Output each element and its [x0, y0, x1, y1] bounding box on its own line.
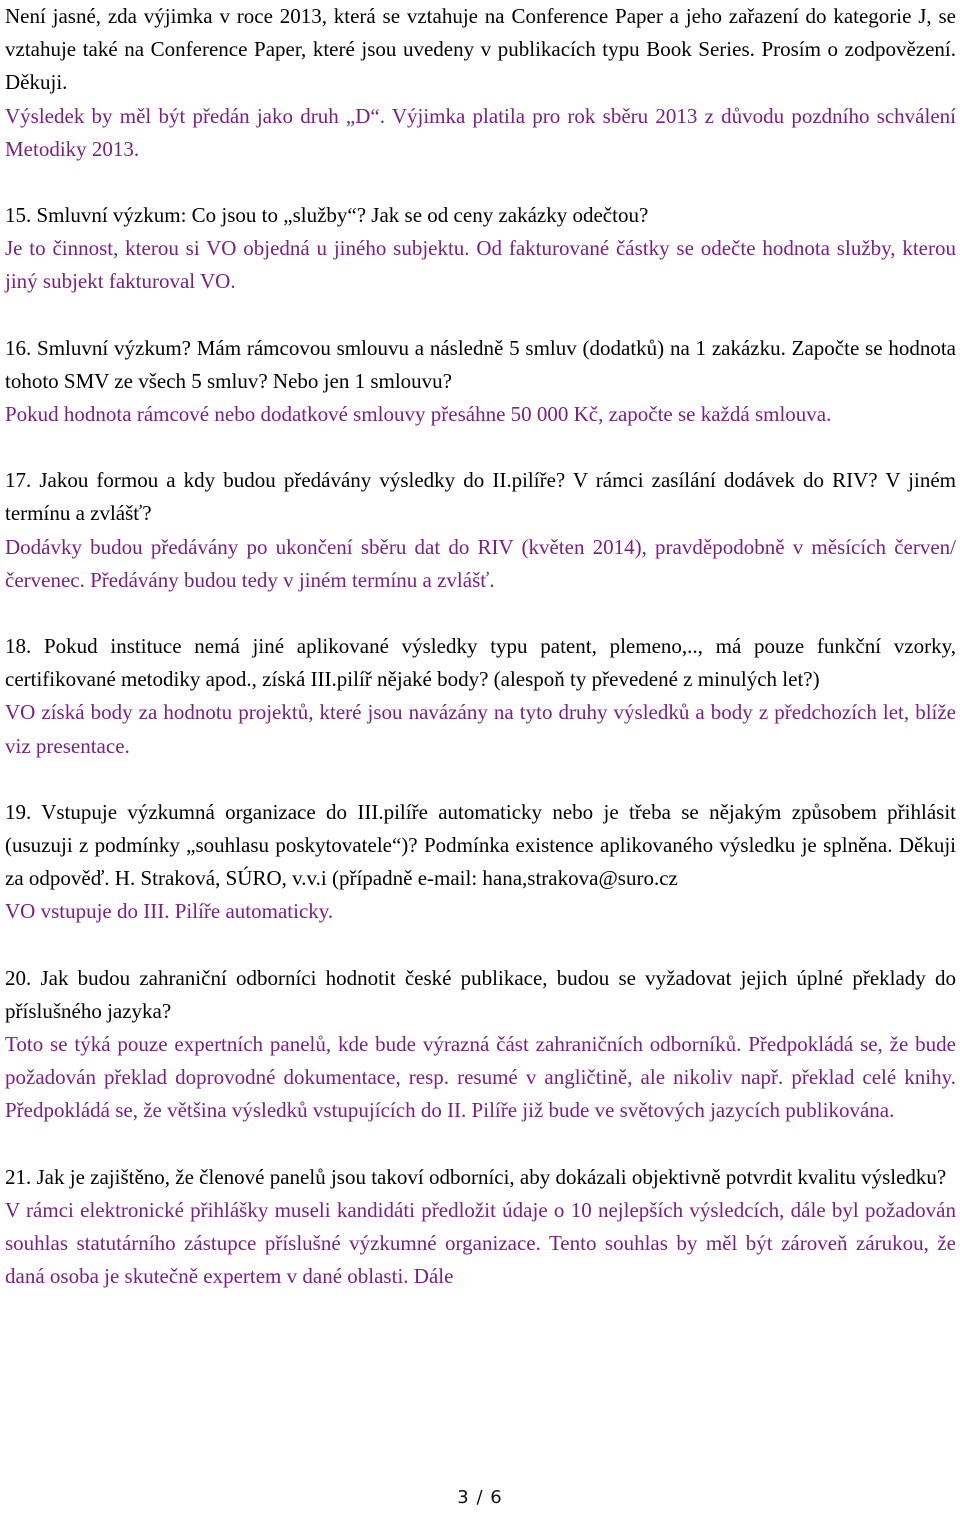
- answer-text: Dodávky budou předávány po ukončení sběru dat do RIV (květen 2014), pravděpodobně v měsících červen/červenec. Předávány budou tedy v jiném termínu a zvlášť.: [5, 534, 956, 592]
- paragraph-spacer: [5, 299, 956, 332]
- paragraph-spacer: [5, 929, 956, 962]
- qa-block: [5, 796, 956, 929]
- answer-text: VO vstupuje do III. Pilíře automaticky.: [5, 899, 334, 924]
- paragraph-spacer: [5, 431, 956, 464]
- answer-text: V rámci elektronické přihlášky museli kandidáti předložit údaje o 10 nejlepších výsledcích, dále byl požadován souhlas statutárního zástupce příslušné výzkumné organizace. Tento souhlas by měl být zároveň zárukou, že daná osoba je skutečně expertem v dané oblasti. Dále: [5, 1197, 956, 1289]
- qa-block: [5, 630, 956, 763]
- paragraph-spacer: [5, 1128, 956, 1161]
- answer-text: Výsledek by měl být předán jako druh „D“. Výjimka platila pro rok sběru 2013 z důvodu pozdního schválení Metodiky 2013.: [5, 103, 956, 161]
- answer-text: VO získá body za hodnotu projektů, které jsou navázány na tyto druhy výsledků a body z předchozích let, blíže viz presentace.: [5, 700, 956, 758]
- qa-block: [5, 962, 956, 1128]
- qa-block: [5, 464, 956, 597]
- answer-text: Pokud hodnota rámcové nebo dodatkové smlouvy přesáhne 50 000 Kč, započte se každá smlouva.: [5, 402, 832, 427]
- qa-block: [5, 0, 956, 166]
- question-text: Není jasné, zda výjimka v roce 2013, která se vztahuje na Conference Paper a jeho zařazení do kategorie J, se vztahuje také na Conference Paper, které jsou uvedeny v publikacích typu Book Series. Prosím o zodpovězení. Děkuji.: [5, 4, 956, 95]
- question-text: 20. Jak budou zahraniční odborníci hodnotit české publikace, budou se vyžadovat jejich úplné překlady do příslušného jazyka?: [5, 965, 956, 1023]
- qa-block: [5, 332, 956, 432]
- paragraph-spacer: [5, 166, 956, 199]
- paragraph-spacer: [5, 597, 956, 630]
- question-text: 16. Smluvní výzkum? Mám rámcovou smlouvu a následně 5 smluv (dodatků) na 1 zakázku. Započte se hodnota tohoto SMV ze všech 5 smluv? Nebo jen 1 smlouvu?: [5, 335, 956, 393]
- question-text: 17. Jakou formou a kdy budou předávány výsledky do II.pilíře? V rámci zasílání dodávek do RIV? V jiném termínu a zvlášť?: [5, 468, 956, 526]
- question-text: 21. Jak je zajištěno, že členové panelů jsou takoví odborníci, aby dokázali objektivně potvrdit kvalitu výsledku?: [5, 1164, 947, 1189]
- paragraph-spacer: [5, 763, 956, 796]
- page-number: 3 / 6: [457, 1487, 503, 1508]
- qa-block: [5, 1161, 956, 1294]
- question-text: 18. Pokud instituce nemá jiné aplikované výsledky typu patent, plemeno,.., má pouze funkční vzorky, certifikované metodiky apod., získá III.pilíř nějaké body? (alespoň ty převedené z minulých let?): [5, 634, 956, 692]
- document-page: [5, 0, 956, 1294]
- answer-text: Toto se týká pouze expertních panelů, kde bude výrazná část zahraničních odborníků. Předpokládá se, že bude požadován překlad doprovodné dokumentace, resp. resumé v angličtině, ale nikoliv např. překlad celé knihy. Předpokládá se, že většina výsledků vstupujících do II. Pilíře již bude ve světových jazycích publikována.: [5, 1032, 956, 1123]
- answer-text: Je to činnost, kterou si VO objedná u jiného subjektu. Od fakturované částky se odečte hodnota služby, kterou jiný subjekt fakturoval VO.: [5, 236, 956, 294]
- question-text: 15. Smluvní výzkum: Co jsou to „služby“? Jak se od ceny zakázky odečtou?: [5, 203, 649, 228]
- qa-block: [5, 199, 956, 299]
- question-text: 19. Vstupuje výzkumná organizace do III.pilíře automaticky nebo je třeba se nějakým způsobem přihlásit (usuzuji z podmínky „souhlasu poskytovatele“)? Podmínka existence aplikovaného výsledku je splněna. Děkuji za odpověď. H. Straková, SÚRO, v.v.i (případně e-mail: hana,strakova@suro.cz: [5, 799, 956, 891]
